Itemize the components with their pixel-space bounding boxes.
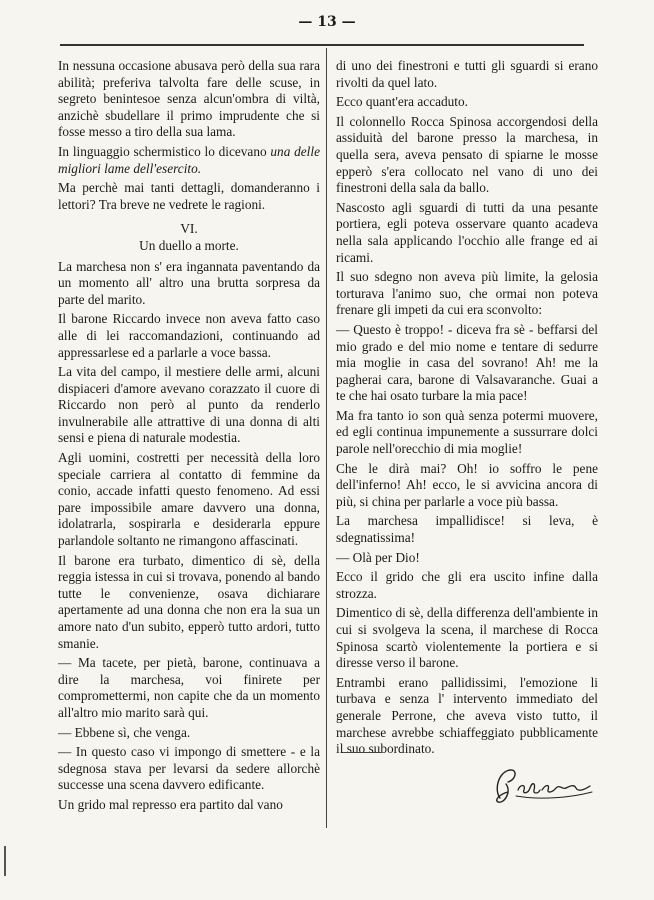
paragraph: — Ebbene sì, che venga. [58, 724, 191, 740]
paragraph: Un grido mal represso era partito dal vano [58, 796, 283, 812]
paragraph: Ecco il grido che gli era uscito infine dalla strozza. [336, 569, 598, 601]
section-heading [58, 221, 320, 254]
paragraph: — Questo è troppo! - diceva fra sè - beffarsi del mio grado e del mio nome e tentare di sedurre mia moglie in casa del sovrano! Ah! me la pagherai cara, barone di Valsavaranche. Guai a te che hai osato turbare la mia pace! [336, 321, 598, 404]
left-column [58, 58, 320, 817]
paragraph: Il barone Riccardo invece non aveva fatto caso alle di lei raccomandazioni, continuando ad appressarlese ed a parlarle a voce bassa. [58, 311, 320, 360]
paragraph: Il colonnello Rocca Spinosa accorgendosi della assiduità del barone presso la marchesa, in quella sera, aveva pensato di spiarne le mosse epperò s'era collocato nel vano di uno dei finestroni della sala da ballo. [336, 113, 598, 196]
scan-edge-mark [2, 846, 8, 876]
page-number: — 13 — [298, 14, 356, 30]
paragraph: Dimentico di sè, della differenza dell'ambiente in cui si svolgeva la scena, il marchese di Rocca Spinosa scartò violentemente la portiera e si diresse verso il barone. [336, 605, 598, 671]
paragraph: In nessuna occasione abusava però della sua rara abilità; preferiva talvolta fare delle scuse, in segreto benintesoe senza alcun'ombra di viltà, anzichè sbudellare il primo imprudente che si fosse messo a tiro della sua lama. [58, 58, 320, 140]
paragraph: Nascosto agli sguardi di tutti da una pesante portiera, egli poteva osservare quanto acadeva nella sala applicando l'occhio alle frange ed ai ricami. [336, 199, 598, 265]
paragraph: Che le dirà mai? Oh! io soffro le pene dell'inferno! Ah! ecco, le si avvicina ancora di più, si china per parlarle a voce più bassa. [336, 460, 598, 509]
paragraph [58, 144, 320, 177]
paragraph: Il barone era turbato, dimentico di sè, della reggia istessa in cui si trovava, ponendo al bando tutte le convenienze, osava dichiarare apertamente ad una donna che non era la sua un amore nato d'un subito, epperò tutto ardori, tutto smanie. [58, 552, 320, 651]
paragraph: — In questo caso vi impongo di smettere - e la sdegnosa stava per levarsi da sedere allorchè successe una scena davvero edificante. [58, 744, 320, 793]
right-column [336, 58, 598, 761]
italic-quote: una delle migliori lame dell'esercito. [58, 143, 320, 176]
paragraph: La vita del campo, il mestiere delle armi, alcuni dispiaceri d'amore avevano corazzato il cuore di Riccardo non però al punto da renderlo invulnerabile alle attrattive di una donna di alti sensi e piena di naturale modestia. [58, 364, 320, 446]
paragraph: Il suo sdegno non aveva più limite, la gelosia torturava l'animo suo, che ormai non poteva frenare gli impeti da cui era sconvolto: [336, 269, 598, 318]
paragraph: di uno dei finestroni e tutti gli sguardi si erano rivolti da quel lato. [336, 58, 598, 90]
column-divider [326, 48, 327, 828]
paragraph: — Ma tacete, per pietà, barone, continuava a dire la marchesa, voi finirete per compromettermi, non capite che da un momento all'altro mio marito sarà qui. [58, 655, 320, 720]
paragraph: Agli uomini, costretti per necessità della loro speciale carriera al contatto di femmine da conio, accade infatti questo fenomeno. Ad essi pare impossibile amare davvero una donna, idolatrarla, sospirarla e desiderarla eppure parlandole soltanto ne rimangono affascinati. [58, 450, 320, 549]
paragraph: Ma perchè mai tanti dettagli, domanderanno i lettori? Tra breve ne vedrete le ragioni. [58, 180, 320, 212]
paragraph: — Olà per Dio! [336, 549, 420, 565]
paragraph: Ma fra tanto io son quà senza potermi muovere, ed egli continua impunemente a sussurrare dolci parole nell'orecchio di mia moglie! [336, 407, 598, 457]
paragraph: La marchesa non s' era ingannata paventando da un momento all' altro una brutta sorpresa da parte del marito. [58, 258, 320, 307]
paragraph: Ecco quant'era accaduto. [336, 94, 468, 110]
section-number: VI. [180, 221, 198, 237]
section-title: Un duello a morte. [139, 237, 239, 253]
signature [490, 760, 600, 810]
paragraph: La marchesa impallidisce! si leva, è sdegnatissima! [336, 513, 598, 546]
paragraph-text: In linguaggio schermistico lo dicevano [58, 143, 271, 159]
header-rule [60, 44, 584, 46]
end-rule [342, 752, 382, 753]
paragraph: Entrambi erano pallidissimi, l'emozione li turbava e senza l' intervento immediato del generale Perrone, che aveva visto tutto, il marchese avrebbe schiaffeggiato pubblicamente il suo subordinato. [336, 674, 598, 757]
